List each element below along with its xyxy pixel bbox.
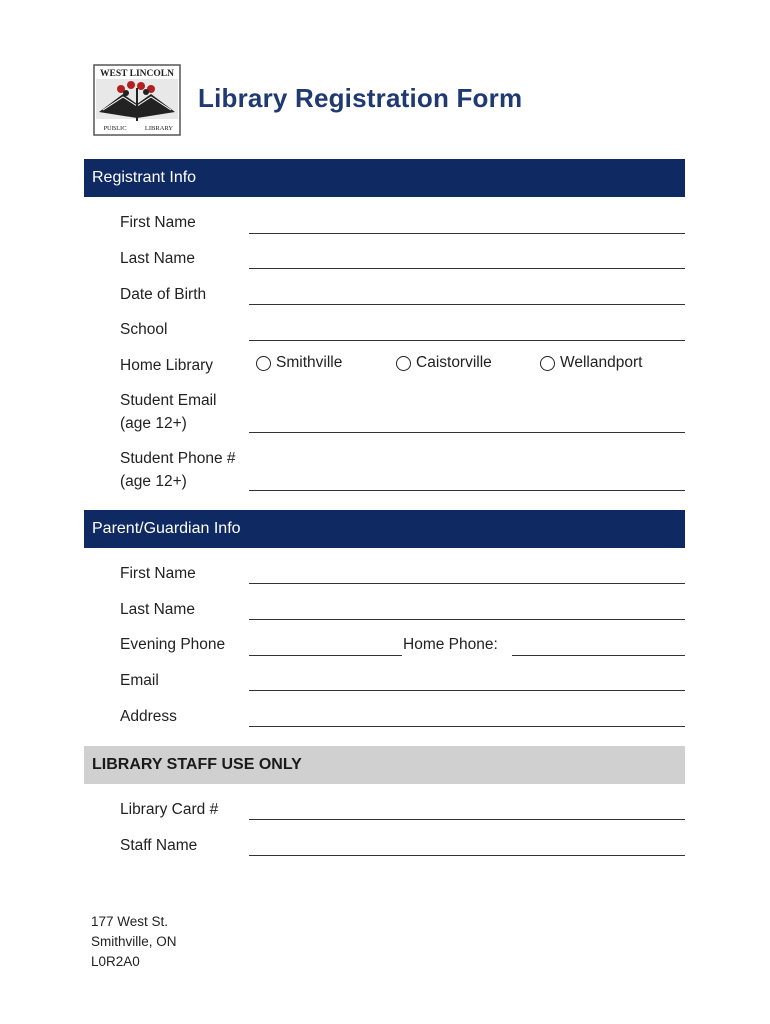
radio-wellandport-label: Wellandport xyxy=(560,354,643,371)
radio-circle-icon[interactable] xyxy=(540,356,555,371)
school-field[interactable] xyxy=(249,340,685,341)
registrant-last-name-field[interactable] xyxy=(249,268,685,269)
student-phone-label-line2: (age 12+) xyxy=(120,473,187,490)
staff-section-header: LIBRARY STAFF USE ONLY xyxy=(84,746,685,784)
address-label: Address xyxy=(120,708,177,725)
dob-label: Date of Birth xyxy=(120,286,207,303)
dob-field[interactable] xyxy=(249,304,685,305)
registrant-section-header: Registrant Info xyxy=(84,159,685,197)
guardian-first-name-label: First Name xyxy=(120,565,196,582)
guardian-last-name-field[interactable] xyxy=(249,619,685,620)
radio-smithville-label: Smithville xyxy=(276,354,343,371)
guardian-last-name-label: Last Name xyxy=(120,601,195,618)
footer-address-line1: 177 West St. xyxy=(91,914,169,929)
student-email-label-line1: Student Email xyxy=(120,392,217,409)
radio-circle-icon[interactable] xyxy=(256,356,271,371)
radio-smithville[interactable] xyxy=(256,354,342,372)
student-email-label-line2: (age 12+) xyxy=(120,415,187,432)
form-title: Library Registration Form xyxy=(198,83,523,113)
registrant-first-name-field[interactable] xyxy=(249,233,685,234)
school-label: School xyxy=(120,321,168,338)
logo-bottom-left: PUBLIC xyxy=(103,125,127,132)
radio-caistorville-label: Caistorville xyxy=(416,354,492,371)
registrant-first-name-label: First Name xyxy=(120,214,196,231)
logo-top-text: WEST LINCOLN xyxy=(99,69,175,79)
guardian-email-field[interactable] xyxy=(249,690,685,691)
radio-wellandport[interactable] xyxy=(540,354,642,372)
home-library-label: Home Library xyxy=(120,357,214,374)
guardian-first-name-field[interactable] xyxy=(249,583,685,584)
guardian-section-header: Parent/Guardian Info xyxy=(84,510,685,548)
staff-name-field[interactable] xyxy=(249,855,685,856)
logo-bottom-right: LIBRARY xyxy=(144,125,174,132)
student-phone-label xyxy=(120,447,236,493)
evening-phone-label: Evening Phone xyxy=(120,636,226,653)
staff-name-label: Staff Name xyxy=(120,837,198,854)
radio-caistorville[interactable] xyxy=(396,354,492,372)
library-card-field[interactable] xyxy=(249,819,685,820)
library-logo-graphic xyxy=(93,64,181,136)
evening-phone-field[interactable] xyxy=(249,655,402,656)
student-email-label xyxy=(120,389,217,435)
footer-address xyxy=(91,912,177,972)
home-phone-field[interactable] xyxy=(512,655,685,656)
address-field[interactable] xyxy=(249,726,685,727)
home-phone-label: Home Phone: xyxy=(403,636,498,653)
library-logo xyxy=(93,64,181,136)
footer-address-line2: Smithville, ON xyxy=(91,934,177,949)
library-card-label: Library Card # xyxy=(120,801,219,818)
registrant-last-name-label: Last Name xyxy=(120,250,195,267)
student-phone-label-line1: Student Phone # xyxy=(120,450,236,467)
student-phone-field[interactable] xyxy=(249,490,685,491)
guardian-email-label: Email xyxy=(120,672,159,689)
footer-address-line3: L0R2A0 xyxy=(91,954,140,969)
radio-circle-icon[interactable] xyxy=(396,356,411,371)
student-email-field[interactable] xyxy=(249,432,685,433)
